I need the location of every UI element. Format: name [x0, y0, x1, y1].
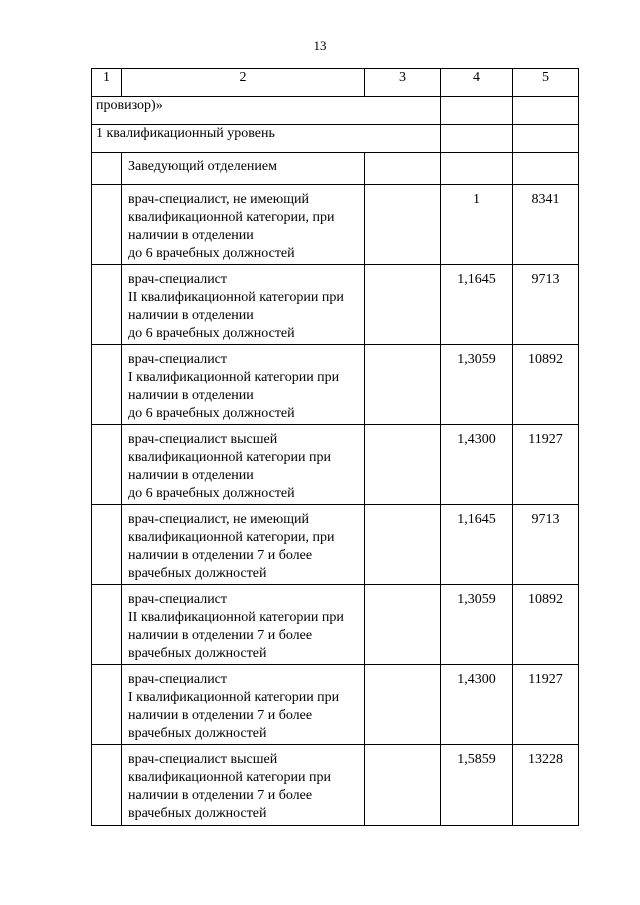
empty-cell — [513, 153, 579, 185]
description-line: наличии в отделении — [128, 308, 254, 323]
column-3-cell — [365, 745, 441, 826]
empty-cell — [92, 665, 122, 745]
description-line: квалификационной категории, при — [128, 530, 335, 545]
position-heading-row — [92, 153, 579, 185]
column-3-cell — [365, 345, 441, 425]
description-line: врач-специалист — [128, 272, 228, 287]
coefficient-cell: 1,4300 — [441, 425, 513, 505]
description-line: врач-специалист — [128, 592, 228, 607]
continuation-text: провизор)» — [92, 97, 441, 125]
empty-cell — [441, 125, 513, 153]
salary-cell: 13228 — [513, 745, 579, 826]
description-line: наличии в отделении 7 и более — [128, 788, 313, 803]
empty-cell — [513, 97, 579, 125]
salary-cell: 10892 — [513, 585, 579, 665]
header-col-1: 1 — [92, 69, 122, 97]
position-description — [122, 345, 365, 425]
description-line: врач-специалист, не имеющий — [128, 192, 309, 207]
empty-cell — [365, 153, 441, 185]
table-row — [92, 585, 579, 665]
coefficient-cell: 1,3059 — [441, 585, 513, 665]
description-line: врач-специалист, не имеющий — [128, 512, 309, 527]
table-row — [92, 665, 579, 745]
column-3-cell — [365, 585, 441, 665]
salary-table — [91, 68, 579, 826]
level-heading: 1 квалификационный уровень — [92, 125, 441, 153]
description-line: врачебных должностей — [128, 566, 267, 581]
salary-cell: 11927 — [513, 665, 579, 745]
table-row — [92, 265, 579, 345]
empty-cell — [92, 345, 122, 425]
empty-cell — [92, 185, 122, 265]
coefficient-cell: 1,4300 — [441, 665, 513, 745]
description-line: наличии в отделении 7 и более — [128, 628, 313, 643]
table-row — [92, 425, 579, 505]
header-col-2: 2 — [122, 69, 365, 97]
page-number: 13 — [313, 38, 327, 53]
description-line: врачебных должностей — [128, 646, 267, 661]
empty-cell — [92, 425, 122, 505]
position-heading: Заведующий отделением — [122, 153, 365, 185]
description-line: до 6 врачебных должностей — [128, 486, 295, 501]
salary-cell: 11927 — [513, 425, 579, 505]
header-col-3: 3 — [365, 69, 441, 97]
empty-cell — [441, 97, 513, 125]
description-line: наличии в отделении — [128, 468, 254, 483]
position-description — [122, 665, 365, 745]
header-col-5: 5 — [513, 69, 579, 97]
empty-cell — [92, 585, 122, 665]
column-3-cell — [365, 425, 441, 505]
position-description — [122, 745, 365, 826]
description-line: до 6 врачебных должностей — [128, 326, 295, 341]
description-line: квалификационной категории при — [128, 450, 332, 465]
salary-cell: 8341 — [513, 185, 579, 265]
description-line: II квалификационной категории при — [128, 290, 344, 305]
description-line: врач-специалист высшей — [128, 752, 278, 767]
column-3-cell — [365, 185, 441, 265]
continuation-row — [92, 97, 579, 125]
description-line: квалификационной категории, при — [128, 210, 335, 225]
description-line: врачебных должностей — [128, 726, 267, 741]
coefficient-cell: 1,3059 — [441, 345, 513, 425]
table-row — [92, 185, 579, 265]
description-line: до 6 врачебных должностей — [128, 246, 295, 261]
level-heading-row — [92, 125, 579, 153]
description-line: квалификационной категории при — [128, 770, 332, 785]
coefficient-cell: 1,5859 — [441, 745, 513, 826]
description-line: врач-специалист — [128, 352, 228, 367]
position-description — [122, 505, 365, 585]
description-line: врач-специалист высшей — [128, 432, 278, 447]
table-row — [92, 345, 579, 425]
header-col-4: 4 — [441, 69, 513, 97]
description-line: врач-специалист — [128, 672, 228, 687]
empty-cell — [92, 745, 122, 826]
coefficient-cell: 1,1645 — [441, 265, 513, 345]
position-description — [122, 265, 365, 345]
table-row — [92, 745, 579, 826]
empty-cell — [92, 505, 122, 585]
description-line: II квалификационной категории при — [128, 610, 344, 625]
description-line: наличии в отделении — [128, 228, 254, 243]
column-3-cell — [365, 265, 441, 345]
description-line: наличии в отделении 7 и более — [128, 548, 313, 563]
description-line: до 6 врачебных должностей — [128, 406, 295, 421]
coefficient-cell: 1 — [441, 185, 513, 265]
empty-cell — [92, 265, 122, 345]
empty-cell — [92, 153, 122, 185]
salary-cell: 9713 — [513, 505, 579, 585]
position-description — [122, 425, 365, 505]
description-line: I квалификационной категории при — [128, 370, 340, 385]
column-3-cell — [365, 665, 441, 745]
salary-cell: 10892 — [513, 345, 579, 425]
empty-cell — [513, 125, 579, 153]
coefficient-cell: 1,1645 — [441, 505, 513, 585]
empty-cell — [441, 153, 513, 185]
column-3-cell — [365, 505, 441, 585]
table-row — [92, 505, 579, 585]
description-line: наличии в отделении 7 и более — [128, 708, 313, 723]
description-line: наличии в отделении — [128, 388, 254, 403]
position-description — [122, 585, 365, 665]
description-line: I квалификационной категории при — [128, 690, 340, 705]
position-description — [122, 185, 365, 265]
description-line: врачебных должностей — [128, 806, 267, 821]
header-row — [92, 69, 579, 97]
salary-cell: 9713 — [513, 265, 579, 345]
